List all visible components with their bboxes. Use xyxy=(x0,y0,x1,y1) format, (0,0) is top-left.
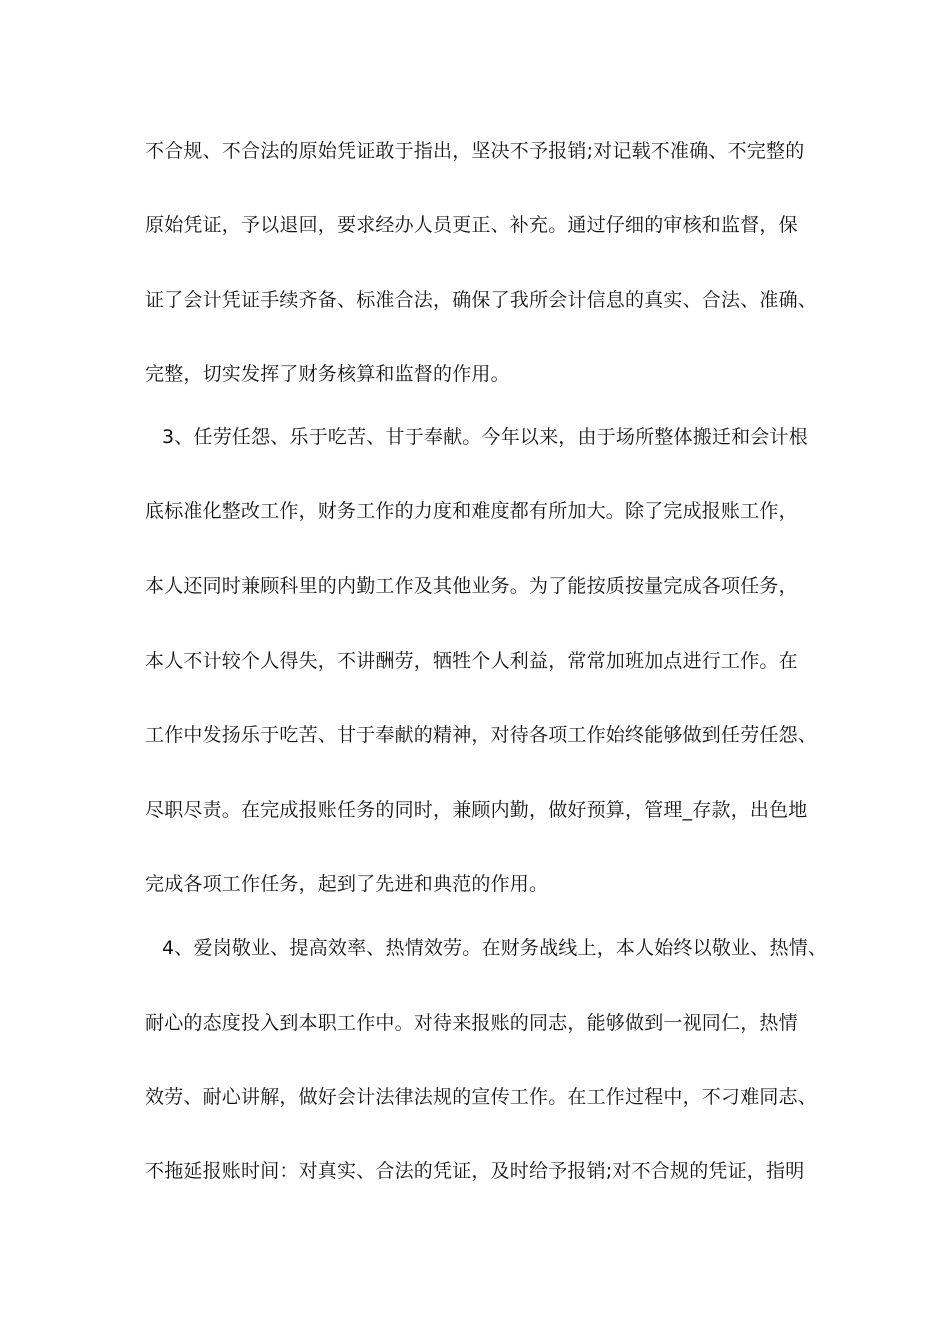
text-line: 尽职尽责。在完成报账任务的同时，兼顾内勤，做好预算，管理_存款，出色地 xyxy=(145,799,808,821)
text-line: 完成各项工作任务，起到了先进和典范的作用。 xyxy=(145,873,549,895)
text-line: 证了会计凭证手续齐备、标准合法，确保了我所会计信息的真实、合法、准确、 xyxy=(145,289,818,311)
text-line: 工作中发扬乐于吃苦、甘于奉献的精神，对待各项工作始终能够做到任劳任怨、 xyxy=(145,724,818,746)
paragraph-3-first-line: 3、任劳任怨、乐于吃苦、甘于奉献。今年以来，由于场所整体搬迁和会计根 xyxy=(162,426,808,448)
paragraph-4-first-line: 4、爱岗敬业、提高效率、热情效劳。在财务战线上，本人始终以敬业、热情、 xyxy=(162,937,828,959)
text-line: 不合规、不合法的原始凭证敢于指出，坚决不予报销;对记载不准确、不完整的 xyxy=(145,140,805,162)
text-line: 底标准化整改工作，财务工作的力度和难度都有所加大。除了完成报账工作， xyxy=(145,500,798,522)
text-line: 效劳、耐心讲解，做好会计法律法规的宣传工作。在工作过程中，不刁难同志、 xyxy=(145,1086,818,1108)
text-line: 完整，切实发挥了财务核算和监督的作用。 xyxy=(145,363,510,385)
text-line: 原始凭证，予以退回，要求经办人员更正、补充。通过仔细的审核和监督，保 xyxy=(145,214,798,236)
text-line: 耐心的态度投入到本职工作中。对待来报账的同志，能够做到一视同仁，热情 xyxy=(145,1012,798,1034)
text-line: 本人还同时兼顾科里的内勤工作及其他业务。为了能按质按量完成各项任务， xyxy=(145,575,798,597)
text-line: 不拖延报账时间：对真实、合法的凭证，及时给予报销;对不合规的凭证，指明 xyxy=(145,1160,805,1182)
text-line: 本人不计较个人得失，不讲酬劳，牺牲个人利益，常常加班加点进行工作。在 xyxy=(145,650,798,672)
